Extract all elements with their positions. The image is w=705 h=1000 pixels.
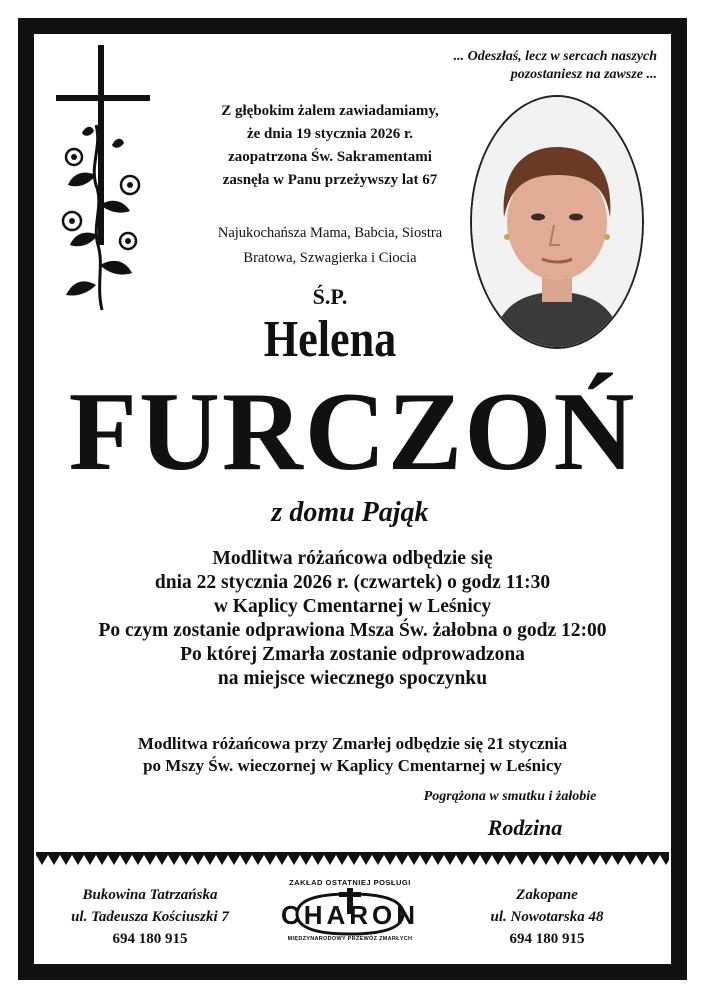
portrait-photo bbox=[470, 95, 644, 349]
mourning-text: Pogrążona w smutku i żałobie bbox=[423, 789, 597, 804]
cross-with-flowers-icon bbox=[52, 45, 152, 315]
office-street: ul. Tadeusza Kościuszki 7 bbox=[71, 909, 229, 925]
office-phone: 694 180 915 bbox=[112, 931, 188, 947]
announcement-line: że dnia 19 stycznia 2026 r. bbox=[246, 126, 414, 142]
announcement-line: zasnęła w Panu przeżywszy lat 67 bbox=[222, 172, 438, 188]
office-phone: 694 180 915 bbox=[509, 931, 585, 947]
motto bbox=[337, 48, 657, 84]
relations-line: Bratowa, Szwagierka i Ciocia bbox=[243, 250, 417, 266]
logo-bottom-text: MIĘDZYNARODOWY PRZEWÓZ ZMARŁYCH bbox=[287, 936, 413, 942]
ceremony-line: w Kaplicy Cmentarnej w Leśnicy bbox=[213, 596, 492, 617]
office-town: Bukowina Tatrzańska bbox=[82, 887, 218, 903]
ceremony-line: na miejsce wiecznego spoczynku bbox=[217, 668, 488, 689]
zigzag-divider bbox=[36, 852, 669, 866]
relations bbox=[180, 221, 480, 271]
footer-office-bukowina bbox=[40, 884, 260, 950]
footer-office-zakopane bbox=[452, 884, 642, 950]
first-name: Helena bbox=[263, 311, 397, 368]
motto-line: ... Odeszłaś, lecz w sercach naszych bbox=[453, 49, 657, 64]
family-signature: Rodzina bbox=[487, 815, 563, 840]
portrait-image bbox=[472, 97, 642, 347]
ceremony-line: Po czym zostanie odprawiona Msza Św. żałobna o godz 12:00 bbox=[98, 620, 607, 641]
announcement-line: Z głębokim żalem zawiadamiamy, bbox=[221, 103, 439, 119]
ceremony-line: Po której Zmarła zostanie odprowadzona bbox=[180, 644, 525, 665]
ceremony-line: Modlitwa różańcowa odbędzie się bbox=[212, 548, 493, 569]
announcement-line: zaopatrzona Św. Sakramentami bbox=[228, 149, 432, 165]
logo-name: CHARON bbox=[280, 900, 420, 930]
vigil-line: Modlitwa różańcowa przy Zmarłej odbędzie się 21 stycznia bbox=[137, 734, 568, 753]
office-town: Zakopane bbox=[516, 887, 578, 903]
surname: FURCZOŃ bbox=[68, 370, 637, 494]
vigil-details bbox=[40, 733, 665, 777]
charon-logo bbox=[275, 878, 425, 950]
maiden-name: z domu Pająk bbox=[271, 497, 429, 528]
sp-prefix: Ś.P. bbox=[312, 284, 348, 309]
motto-line: pozostaniesz na zawsze ... bbox=[510, 67, 657, 82]
ceremony-details bbox=[40, 547, 665, 691]
relations-line: Najukochańsza Mama, Babcia, Siostra bbox=[217, 225, 443, 241]
announcement bbox=[180, 100, 480, 192]
ceremony-line: dnia 22 stycznia 2026 r. (czwartek) o godz 11:30 bbox=[154, 572, 551, 593]
vigil-line: po Mszy Św. wieczornej w Kaplicy Cmentarnej w Leśnicy bbox=[143, 756, 562, 775]
office-street: ul. Nowotarska 48 bbox=[490, 909, 604, 925]
logo-top-text: ZAKŁAD OSTATNIEJ POSŁUGI bbox=[289, 878, 411, 887]
